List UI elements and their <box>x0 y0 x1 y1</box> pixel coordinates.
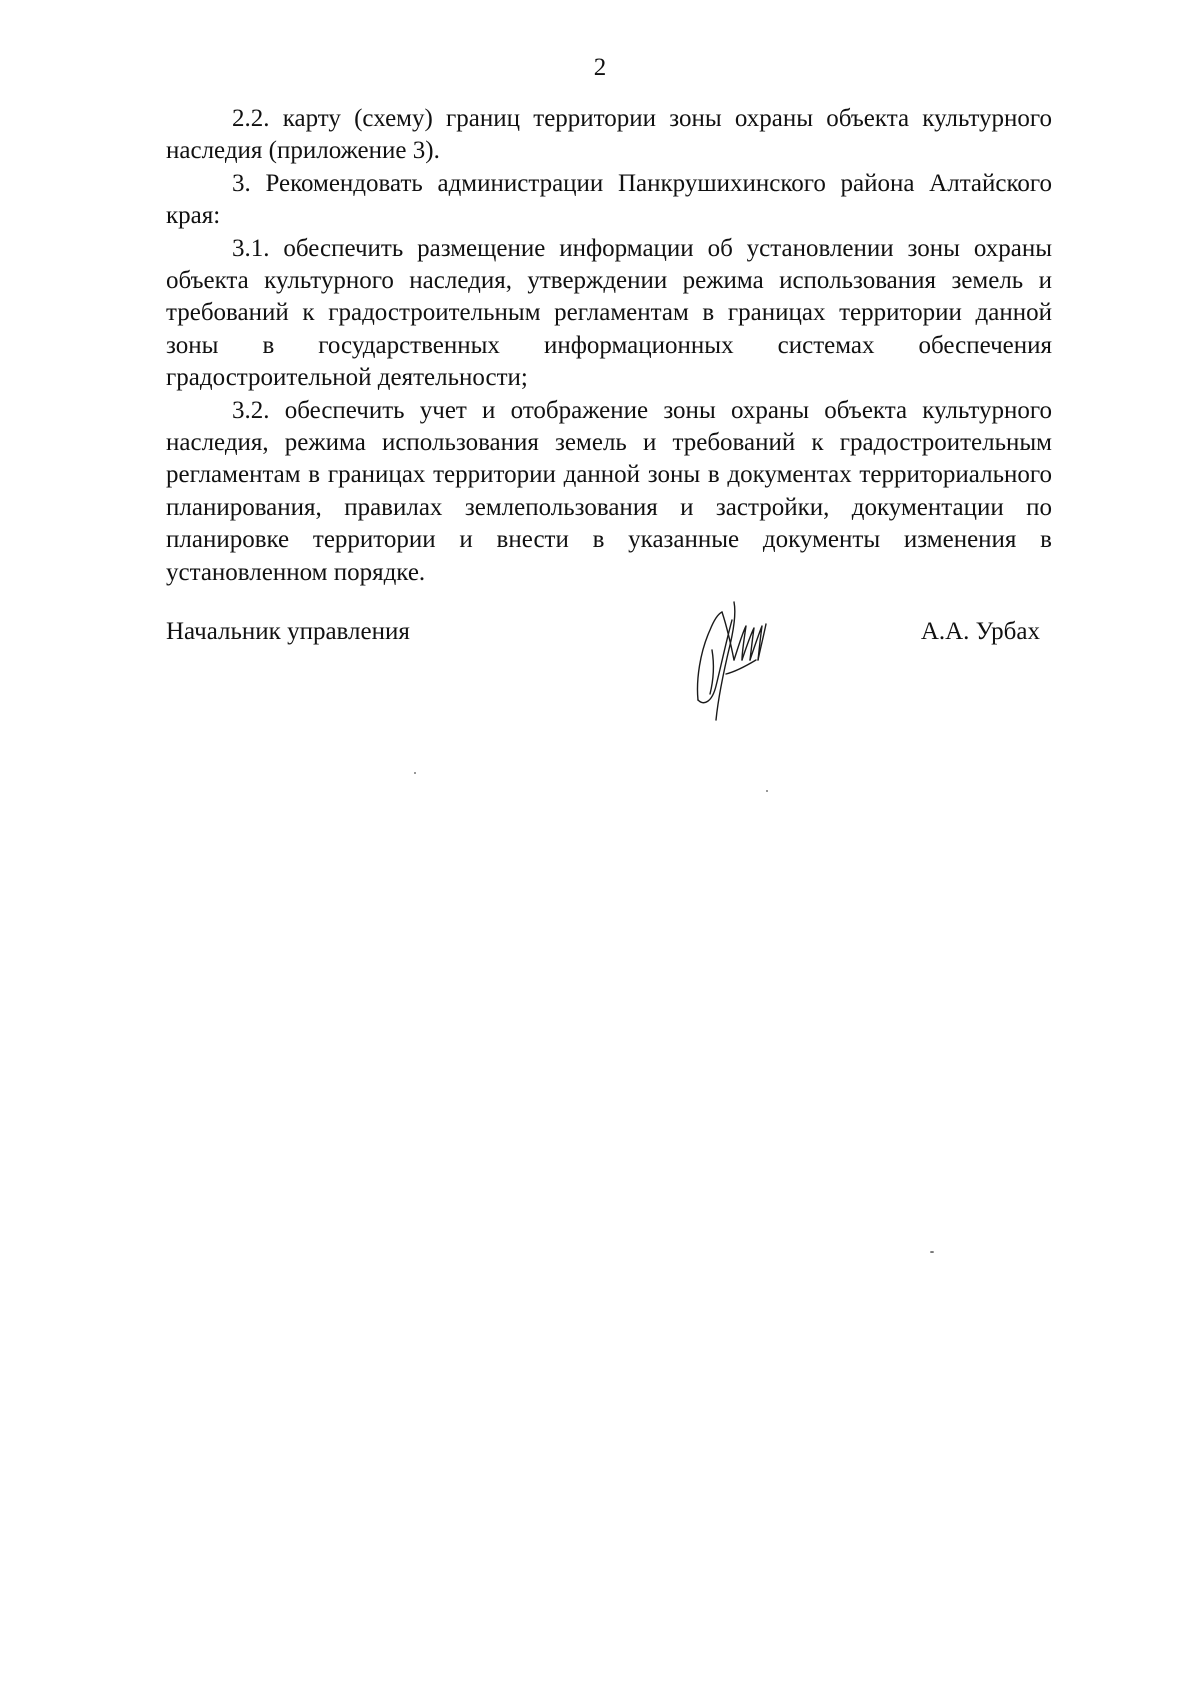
paragraph-3-1: 3.1. обеспечить размещение информации об установлении зоны охраны объекта культурного наследия, утверждении режима использования земель и требований к градостроительным регламентам в границах территории данной зоны в государственных информационных системах обеспечения градостроительной деятельности; <box>166 234 1052 392</box>
signer-position: Начальник управления <box>166 618 410 645</box>
paragraph-3: 3. Рекомендовать администрации Панкрушихинского района Алтайского края: <box>166 169 1052 230</box>
paragraph-3-2: 3.2. обеспечить учет и отображение зоны охраны объекта культурного наследия, режима использования земель и требований к градостроительным регламентам в границах территории данной зоны в документах территориального планирования, правилах землепользования и застройки, документации по планировке территории и внести в указанные документы изменения в установленном порядке. <box>166 396 1052 586</box>
handwritten-signature-icon <box>688 590 788 730</box>
scan-speck <box>930 1251 934 1253</box>
scan-speck <box>766 790 768 792</box>
signer-name: А.А. Урбах <box>920 618 1040 645</box>
scan-speck <box>414 772 416 774</box>
paragraph-2-2: 2.2. карту (схему) границ территории зоны охраны объекта культурного наследия (приложение 3). <box>166 105 1052 165</box>
signature-block <box>166 614 1052 654</box>
document-body <box>166 103 1052 589</box>
page-number: 2 <box>593 54 607 81</box>
